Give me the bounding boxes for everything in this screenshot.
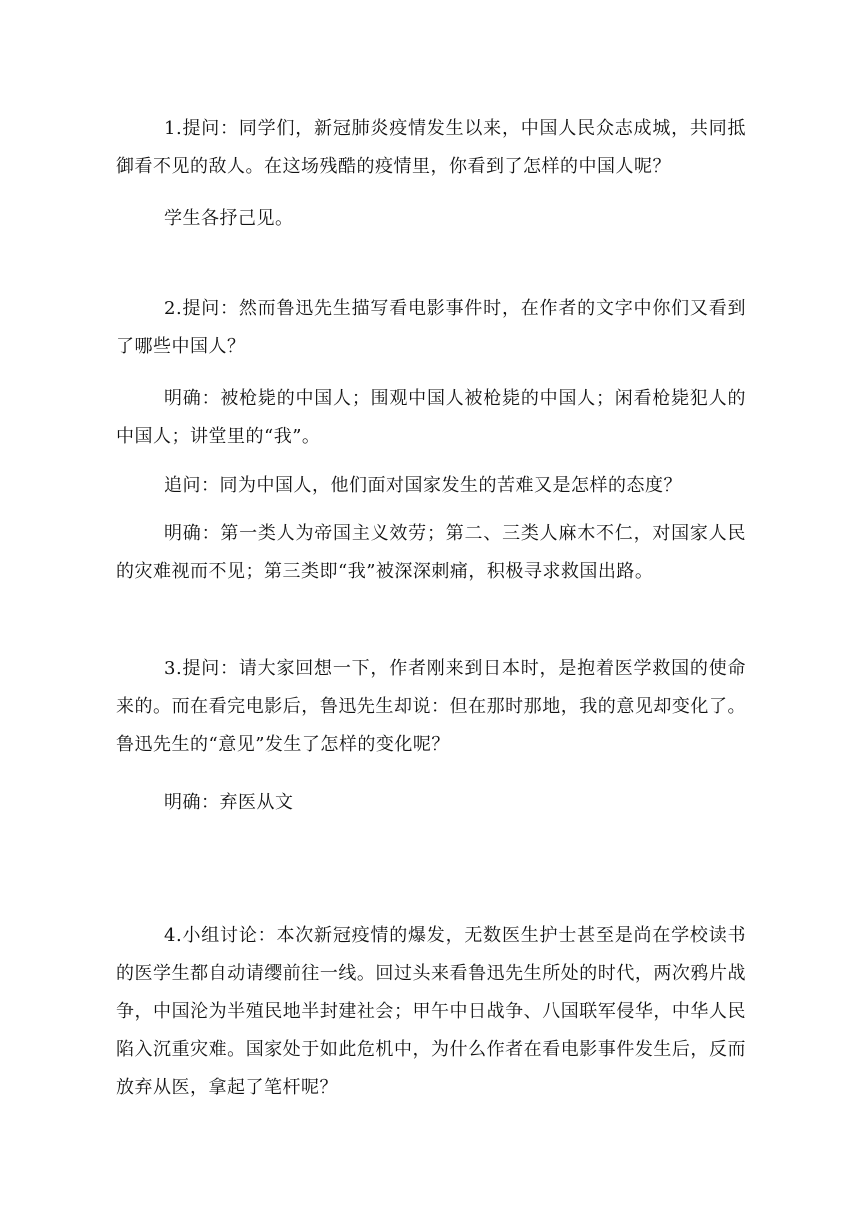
answer-2-paragraph: 明确：被枪毙的中国人；围观中国人被枪毙的中国人；闲看枪毙犯人的中国人；讲堂里的“我”。 xyxy=(116,388,746,447)
question-1-paragraph: 1.提问：同学们，新冠肺炎疫情发生以来，中国人民众志成城，共同抵御看不见的敌人。在这场残酷的疫情里，你看到了怎样的中国人呢？ xyxy=(116,118,746,177)
follow-up-question-paragraph: 追问：同为中国人，他们面对国家发生的苦难又是怎样的态度？ xyxy=(164,475,682,496)
follow-up-answer-paragraph: 明确：第一类人为帝国主义效劳；第二、三类人麻木不仁，对国家人民的灾难视而不见；第三类即“我”被深深刺痛，积极寻求救国出路。 xyxy=(116,523,746,582)
question-2-paragraph: 2.提问：然而鲁迅先生描写看电影事件时，在作者的文字中你们又看到了哪些中国人？ xyxy=(116,298,746,357)
student-answer-paragraph: 学生各抒己见。 xyxy=(164,208,294,229)
group-discussion-paragraph: 4.小组讨论：本次新冠疫情的爆发，无数医生护士甚至是尚在学校读书的医学生都自动请缨前往一线。回过头来看鲁迅先生所处的时代，两次鸦片战争，中国沦为半殖民地半封建社会；甲午中日战争、八国联军侵华，中华人民陷入沉重灾难。国家处于如此危机中，为什么作者在看电影事件发生后，反而放弃从医，拿起了笔杆呢？ xyxy=(116,925,746,1098)
question-3-paragraph: 3.提问：请大家回想一下，作者刚来到日本时，是抱着医学救国的使命来的。而在看完电影后，鲁迅先生却说：但在那时那地，我的意见却变化了。鲁迅先生的“意见”发生了怎样的变化呢？ xyxy=(116,658,746,755)
answer-3-paragraph: 明确：弃医从文 xyxy=(164,792,294,813)
